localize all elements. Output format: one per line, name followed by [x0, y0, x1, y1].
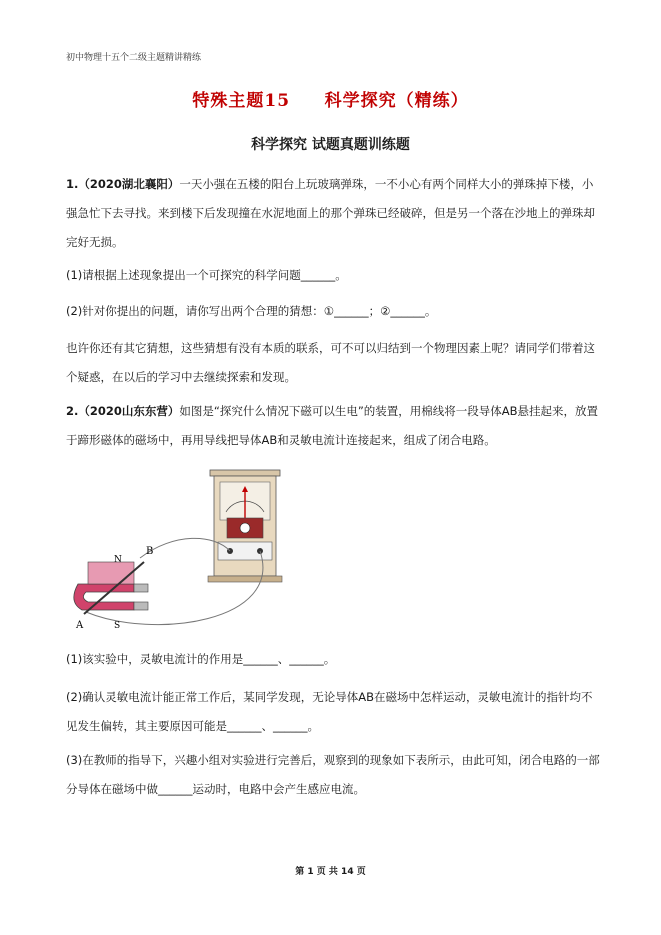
label-a: A [76, 620, 84, 631]
q1-part1: (1)请根据上述现象提出一个可探究的科学问题______。 [66, 268, 347, 282]
header-note: 初中物理十五个二级主题精讲精练 [66, 53, 202, 63]
page-footer: 第 1 页 共 14 页 [295, 867, 366, 877]
q2-text: 如图是“探究什么情况下磁可以生电”的装置，用棉线将一段导体AB悬挂起来，放置于蹄形磁体的磁场中，再用导线把导体AB和灵敏电流计连接起来，组成了闭合电路。 [66, 404, 599, 447]
label-n: N [114, 555, 122, 565]
q2-part3: (3)在教师的指导下，兴趣小组对实验进行完善后，观察到的现象如下表所示，由此可知，闭合电路的一部分导体在磁场中做______运动时，电路中会产生感应电流。 [66, 753, 600, 796]
q2-number: 2. [66, 404, 79, 418]
main-title: 特殊主题15 科学探究（精练） [192, 91, 469, 111]
label-b: B [146, 546, 154, 557]
galvanometer [208, 470, 282, 582]
q1-part2: (2)针对你提出的问题，请你写出两个合理的猜想：①______；②______。 [66, 304, 437, 318]
label-s: S [114, 621, 121, 631]
q1-number: 1. [66, 177, 79, 191]
q2-part1: (1)该实验中，灵敏电流计的作用是______、______。 [66, 652, 336, 666]
q1-text: 一天小强在五楼的阳台上玩玻璃弹珠，一不小心有两个同样大小的弹珠掉下楼，小强急忙下去寻找。来到楼下后发现撞在水泥地面上的那个弹珠已经破碎，但是另一个落在沙地上的弹珠却完好无损。 [66, 177, 595, 249]
sub-title: 科学探究 试题真题训练题 [251, 137, 410, 153]
q1-stem [66, 170, 604, 257]
experiment-figure [64, 462, 304, 632]
q2-source: （2020山东东营） [78, 404, 180, 418]
q1-note: 也许你还有其它猜想，这些猜想有没有本质的联系，可不可以归结到一个物理因素上呢？请同学们带着这个疑惑，在以后的学习中去继续探索和发现。 [66, 341, 595, 384]
q2-part2: (2)确认灵敏电流计能正常工作后，某同学发现，无论导体AB在磁场中怎样运动，灵敏电流计的指针均不见发生偏转，其主要原因可能是______、______。 [66, 690, 593, 733]
q2-stem [66, 397, 604, 455]
q1-source: （2020湖北襄阳） [78, 177, 180, 191]
